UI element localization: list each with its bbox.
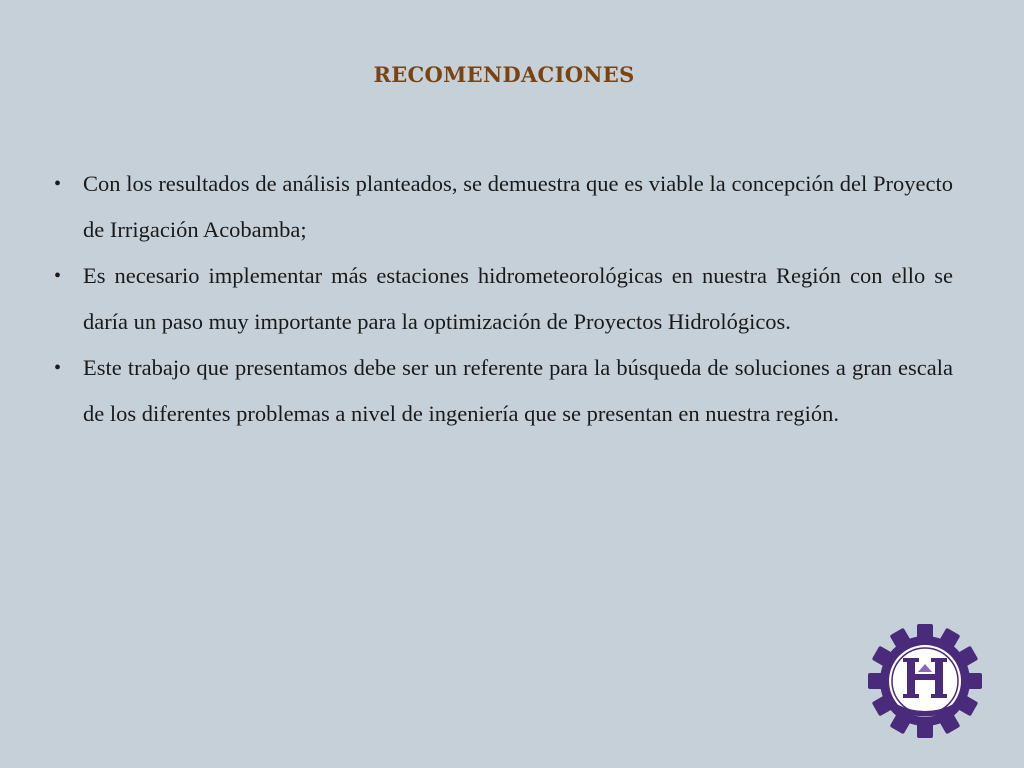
- recommendations-list: [52, 161, 953, 437]
- list-item-text: Es necesario implementar más estaciones hidrometeorológicas en nuestra Región con ello se daría un paso muy importante para la optimización de Proyectos Hidrológicos.: [83, 263, 953, 334]
- list-item: [52, 161, 953, 253]
- list-item-text: Este trabajo que presentamos debe ser un referente para la búsqueda de soluciones a gran escala de los diferentes problemas a nivel de ingeniería que se presentan en nuestra región.: [83, 355, 953, 426]
- gear-emblem-icon: [866, 622, 984, 740]
- slide-title: RECOMENDACIONES: [373, 62, 635, 87]
- civil-engineering-logo: [866, 622, 984, 740]
- list-item: [52, 253, 953, 345]
- list-item: [52, 345, 953, 437]
- bullet-icon: •: [54, 173, 62, 195]
- bullet-icon: •: [54, 265, 62, 287]
- bullet-icon: •: [54, 357, 62, 379]
- list-item-text: Con los resultados de análisis planteados, se demuestra que es viable la concepción del Proyecto de Irrigación Acobamba;: [83, 171, 953, 242]
